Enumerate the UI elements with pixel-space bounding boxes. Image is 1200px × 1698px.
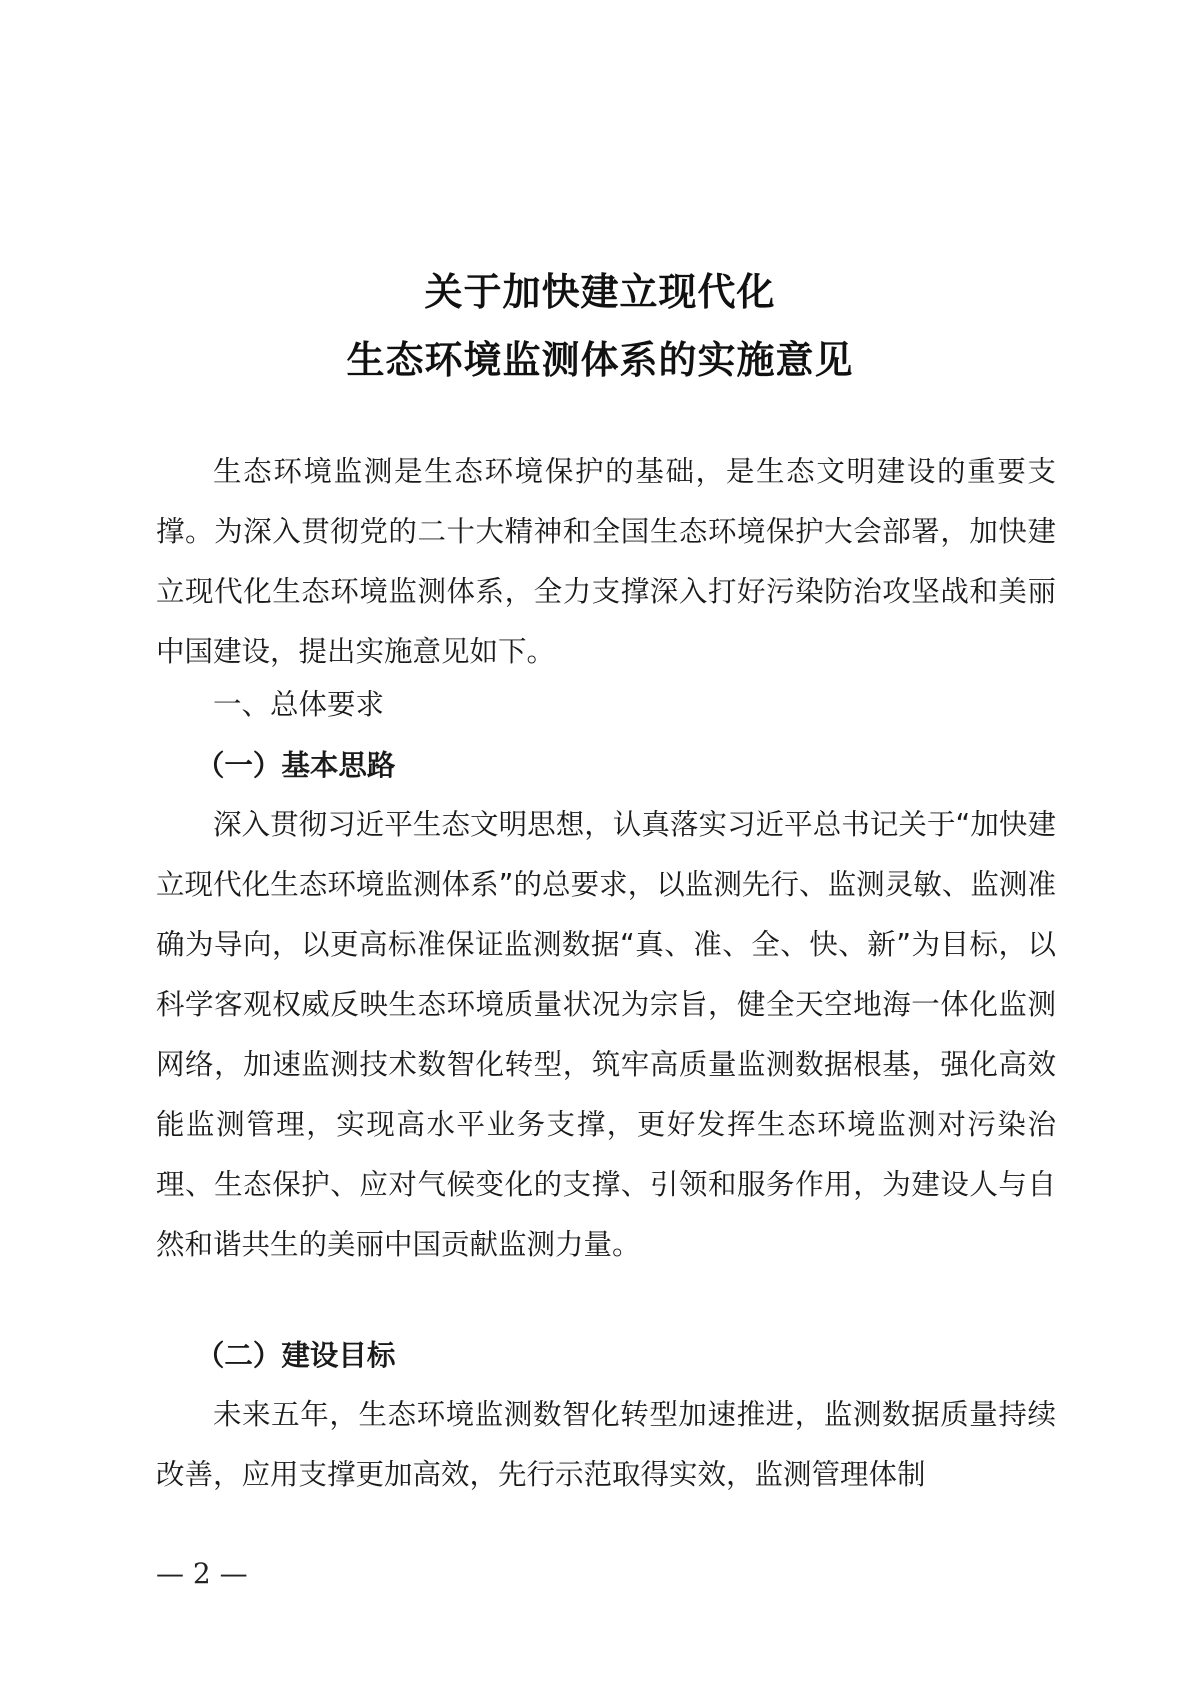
subsection-2-heading-block (156, 1325, 1056, 1385)
construction-goals-paragraph: 未来五年，生态环境监测数智化转型加速推进，监测数据质量持续改善，应用支撑更加高效，先行示范取得实效，监测管理体制 (156, 1398, 1056, 1491)
subsection-heading-construction-goals: （二）建设目标 (195, 1338, 396, 1372)
intro-paragraph-block (156, 442, 1056, 682)
page-number: — 2 — (156, 1557, 248, 1590)
subsection-1-body-block (156, 795, 1056, 1275)
intro-paragraph: 生态环境监测是生态环境保护的基础，是生态文明建设的重要支撑。为深入贯彻党的二十大精神和全国生态环境保护大会部署，加快建立现代化生态环境监测体系，全力支撑深入打好污染防治攻坚战和美丽中国建设，提出实施意见如下。 (156, 455, 1056, 668)
document-title-line-2: 生态环境监测体系的实施意见 (346, 337, 854, 382)
section-heading-general-requirements: 一、总体要求 (213, 688, 385, 721)
subsection-1-heading-block (156, 735, 1056, 795)
basic-approach-paragraph: 深入贯彻习近平生态文明思想，认真落实习近平总书记关于“加快建立现代化生态环境监测体系”的总要求，以监测先行、监测灵敏、监测准确为导向，以更高标准保证监测数据“真、准、全、快、新”为目标，以科学客观权威反映生态环境质量状况为宗旨，健全天空地海一体化监测网络，加速监测技术数智化转型，筑牢高质量监测数据根基，强化高效能监测管理，实现高水平业务支撑，更好发挥生态环境监测对污染治理、生态保护、应对气候变化的支撑、引领和服务作用，为建设人与自然和谐共生的美丽中国贡献监测力量。 (156, 808, 1056, 1261)
subsection-2-body-block (156, 1385, 1056, 1505)
document-title-line-1: 关于加快建立现代化 (424, 269, 776, 314)
subsection-heading-basic-approach: （一）基本思路 (195, 748, 396, 782)
section-1-block (156, 675, 1056, 735)
